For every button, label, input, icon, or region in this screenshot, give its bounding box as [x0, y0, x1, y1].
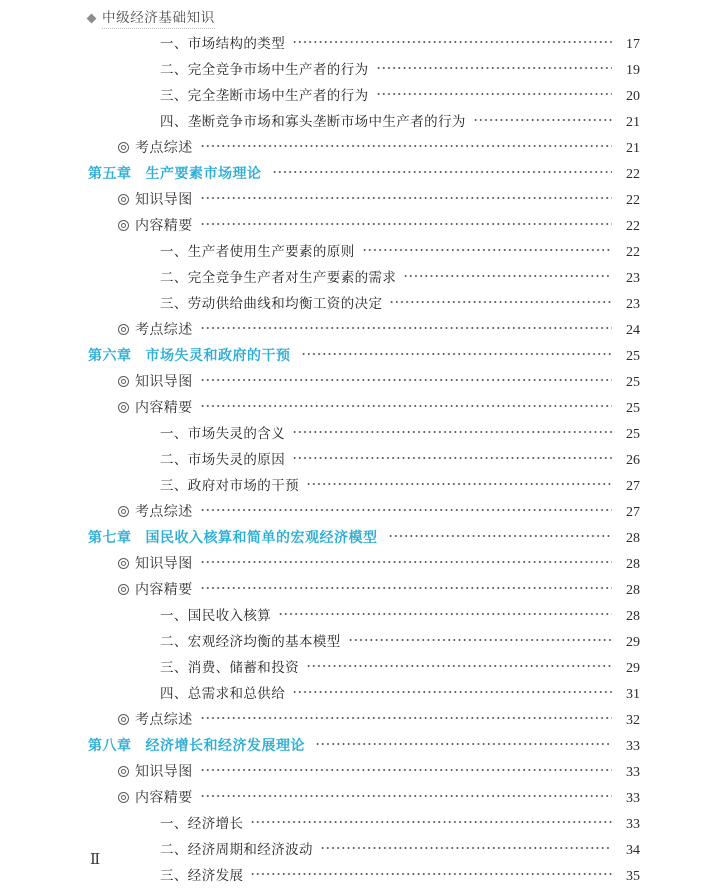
dot-leader [250, 812, 612, 828]
toc-entry-label [118, 553, 193, 573]
dot-leader [200, 552, 612, 568]
double-circle-icon [118, 792, 129, 803]
toc-page-number: 29 [626, 661, 640, 676]
item-title: 二、经济周期和经济波动 [160, 842, 313, 857]
toc-row[interactable] [0, 760, 725, 786]
toc-page-number: 24 [626, 323, 640, 338]
toc-page-number: 22 [626, 193, 640, 208]
toc-page-number: 21 [626, 141, 640, 156]
toc-row[interactable] [0, 110, 725, 136]
item-title: 四、总需求和总供给 [160, 686, 286, 701]
toc-page-number: 26 [626, 453, 640, 468]
item-title: 二、完全竞争市场中生产者的行为 [160, 62, 369, 77]
dot-leader [376, 58, 613, 74]
item-title: 一、国民收入核算 [160, 608, 272, 623]
double-circle-icon [118, 558, 129, 569]
item-title: 一、生产者使用生产要素的原则 [160, 244, 355, 259]
toc-entry-label [160, 84, 369, 104]
double-circle-icon [118, 220, 129, 231]
double-circle-icon [118, 402, 129, 413]
toc-row[interactable] [0, 240, 725, 266]
toc-entry-label [118, 137, 193, 157]
toc-entry-label [160, 32, 285, 52]
dot-leader [200, 370, 612, 386]
toc-entry-label [160, 474, 299, 494]
section-title: 知识导图 [135, 193, 193, 208]
item-title: 三、劳动供给曲线和均衡工资的决定 [160, 296, 383, 311]
toc-page-number: 33 [626, 817, 640, 832]
section-title: 考点综述 [135, 141, 193, 156]
toc-row[interactable] [0, 526, 725, 552]
dot-leader [200, 318, 612, 334]
toc-entry-label [118, 787, 193, 807]
toc-row[interactable] [0, 448, 725, 474]
toc-entry-label [118, 501, 193, 521]
dot-leader [292, 422, 612, 438]
toc-entry-label [88, 163, 262, 183]
toc-page-number: 27 [626, 479, 640, 494]
toc-entry-label [118, 215, 193, 235]
dot-leader [320, 838, 612, 854]
dot-leader [292, 448, 612, 464]
toc-row[interactable] [0, 370, 725, 396]
toc-row[interactable] [0, 136, 725, 162]
item-title: 三、经济发展 [160, 868, 244, 883]
toc-page-number: 22 [626, 219, 640, 234]
toc-page-number: 28 [626, 609, 640, 624]
dot-leader [250, 864, 612, 880]
toc-entry-label [160, 656, 299, 676]
section-title: 知识导图 [135, 765, 193, 780]
chapter-number: 第七章 [88, 531, 132, 546]
dot-leader [200, 136, 612, 152]
toc-entry-label [118, 371, 193, 391]
dot-leader [200, 708, 612, 724]
toc-page-number: 25 [626, 427, 640, 442]
toc-entry-label [160, 812, 243, 832]
item-title: 四、垄断竞争市场和寡头垄断市场中生产者的行为 [160, 114, 466, 129]
toc-row[interactable] [0, 396, 725, 422]
dot-leader [306, 656, 612, 672]
chapter-title: 市场失灵和政府的干预 [145, 349, 291, 364]
section-title: 考点综述 [135, 713, 193, 728]
item-title: 二、市场失灵的原因 [160, 452, 286, 467]
toc-row[interactable] [0, 266, 725, 292]
toc-row[interactable] [0, 552, 725, 578]
double-circle-icon [118, 506, 129, 517]
toc-row[interactable] [0, 630, 725, 656]
double-circle-icon [118, 584, 129, 595]
item-title: 一、经济增长 [160, 816, 244, 831]
toc-row[interactable] [0, 32, 725, 58]
dot-leader [403, 266, 612, 282]
toc-row[interactable] [0, 344, 725, 370]
toc-entry-label [160, 422, 285, 442]
toc-page-number: 29 [626, 635, 640, 650]
toc-row[interactable] [0, 84, 725, 110]
double-circle-icon [118, 376, 129, 387]
toc-entry-label [160, 682, 285, 702]
toc-page-number: 33 [626, 739, 640, 754]
toc-page-number: 31 [626, 687, 640, 702]
toc-page-number: 20 [626, 89, 640, 104]
dot-leader [306, 474, 612, 490]
chapter-title: 经济增长和经济发展理论 [145, 739, 305, 754]
dot-leader [272, 162, 613, 178]
toc-entry-label [118, 761, 193, 781]
toc-page-number: 34 [626, 843, 640, 858]
toc-entry-label [160, 838, 313, 858]
section-title: 考点综述 [135, 505, 193, 520]
dot-leader [292, 32, 612, 48]
toc-entry-label [118, 189, 193, 209]
toc-entry-label [88, 345, 291, 365]
dot-leader [362, 240, 612, 256]
item-title: 二、完全竞争生产者对生产要素的需求 [160, 270, 397, 285]
toc-row[interactable] [0, 604, 725, 630]
item-title: 二、宏观经济均衡的基本模型 [160, 634, 341, 649]
double-circle-icon [118, 766, 129, 777]
toc-page-number: 25 [626, 401, 640, 416]
toc-row[interactable] [0, 682, 725, 708]
item-title: 三、完全垄断市场中生产者的行为 [160, 88, 369, 103]
dot-leader [200, 214, 612, 230]
toc-entry-label [118, 709, 193, 729]
dot-leader [200, 396, 612, 412]
item-title: 三、政府对市场的干预 [160, 478, 299, 493]
toc-page-number: 32 [626, 713, 640, 728]
toc-entry-label [160, 604, 271, 624]
dot-leader [376, 84, 613, 100]
toc-entry-label [160, 630, 341, 650]
toc-row[interactable] [0, 786, 725, 812]
dot-leader [473, 110, 612, 126]
double-circle-icon [118, 324, 129, 335]
page-number: Ⅱ [90, 852, 102, 868]
toc-row[interactable] [0, 656, 725, 682]
dot-leader [389, 292, 612, 308]
dot-leader [278, 604, 612, 620]
toc-row[interactable] [0, 500, 725, 526]
toc-row[interactable] [0, 474, 725, 500]
toc-entry-label [160, 266, 396, 286]
toc-entry-label [160, 448, 285, 468]
toc-entry-label [118, 397, 193, 417]
section-title: 内容精要 [135, 219, 193, 234]
toc-row[interactable] [0, 734, 725, 760]
toc-entry-label [118, 319, 193, 339]
table-of-contents [0, 32, 725, 890]
running-header [88, 6, 215, 29]
item-title: 一、市场结构的类型 [160, 36, 286, 51]
toc-page-number: 25 [626, 349, 640, 364]
toc-page-number: 22 [626, 245, 640, 260]
toc-row[interactable] [0, 188, 725, 214]
dot-leader [200, 786, 612, 802]
chapter-title: 生产要素市场理论 [145, 167, 262, 182]
toc-page-number: 33 [626, 791, 640, 806]
section-title: 内容精要 [135, 583, 193, 598]
toc-page-number: 21 [626, 115, 640, 130]
dot-leader [200, 578, 612, 594]
item-title: 一、市场失灵的含义 [160, 426, 286, 441]
section-title: 知识导图 [135, 557, 193, 572]
toc-row[interactable] [0, 708, 725, 734]
toc-page-number: 28 [626, 583, 640, 598]
toc-page-number: 19 [626, 63, 640, 78]
dot-leader [292, 682, 612, 698]
toc-entry-label [88, 527, 378, 547]
toc-page-number: 27 [626, 505, 640, 520]
dot-leader [200, 188, 612, 204]
toc-entry-label [160, 864, 243, 884]
toc-entry-label [160, 110, 466, 130]
section-title: 知识导图 [135, 375, 193, 390]
section-title: 内容精要 [135, 401, 193, 416]
running-header-title: 中级经济基础知识 [102, 6, 215, 29]
double-circle-icon [118, 194, 129, 205]
chapter-number: 第八章 [88, 739, 132, 754]
toc-row[interactable] [0, 214, 725, 240]
toc-page-number: 33 [626, 765, 640, 780]
toc-row[interactable] [0, 58, 725, 84]
toc-page-number: 23 [626, 271, 640, 286]
dot-leader [200, 500, 612, 516]
toc-page-number: 28 [626, 531, 640, 546]
toc-page-number: 22 [626, 167, 640, 182]
toc-row[interactable] [0, 578, 725, 604]
toc-row[interactable] [0, 292, 725, 318]
toc-row[interactable] [0, 318, 725, 344]
toc-entry-label [160, 58, 369, 78]
toc-page-number: 25 [626, 375, 640, 390]
toc-row[interactable] [0, 838, 725, 864]
toc-page-number: 28 [626, 557, 640, 572]
double-circle-icon [118, 142, 129, 153]
item-title: 三、消费、储蓄和投资 [160, 660, 299, 675]
toc-entry-label [118, 579, 193, 599]
chapter-number: 第六章 [88, 349, 132, 364]
double-circle-icon [118, 714, 129, 725]
toc-page-number: 17 [626, 37, 640, 52]
toc-entry-label [160, 292, 382, 312]
dot-leader [348, 630, 612, 646]
toc-entry-label [88, 735, 305, 755]
dot-leader [301, 344, 613, 360]
diamond-icon [87, 13, 97, 23]
toc-page-number: 23 [626, 297, 640, 312]
dot-leader [315, 734, 612, 750]
toc-row[interactable] [0, 422, 725, 448]
toc-entry-label [160, 240, 355, 260]
chapter-number: 第五章 [88, 167, 132, 182]
chapter-title: 国民收入核算和简单的宏观经济模型 [145, 531, 378, 546]
toc-row[interactable] [0, 162, 725, 188]
toc-page-number: 35 [626, 869, 640, 884]
section-title: 考点综述 [135, 323, 193, 338]
toc-row[interactable] [0, 812, 725, 838]
dot-leader [200, 760, 612, 776]
toc-row[interactable] [0, 864, 725, 890]
section-title: 内容精要 [135, 791, 193, 806]
dot-leader [388, 526, 613, 542]
